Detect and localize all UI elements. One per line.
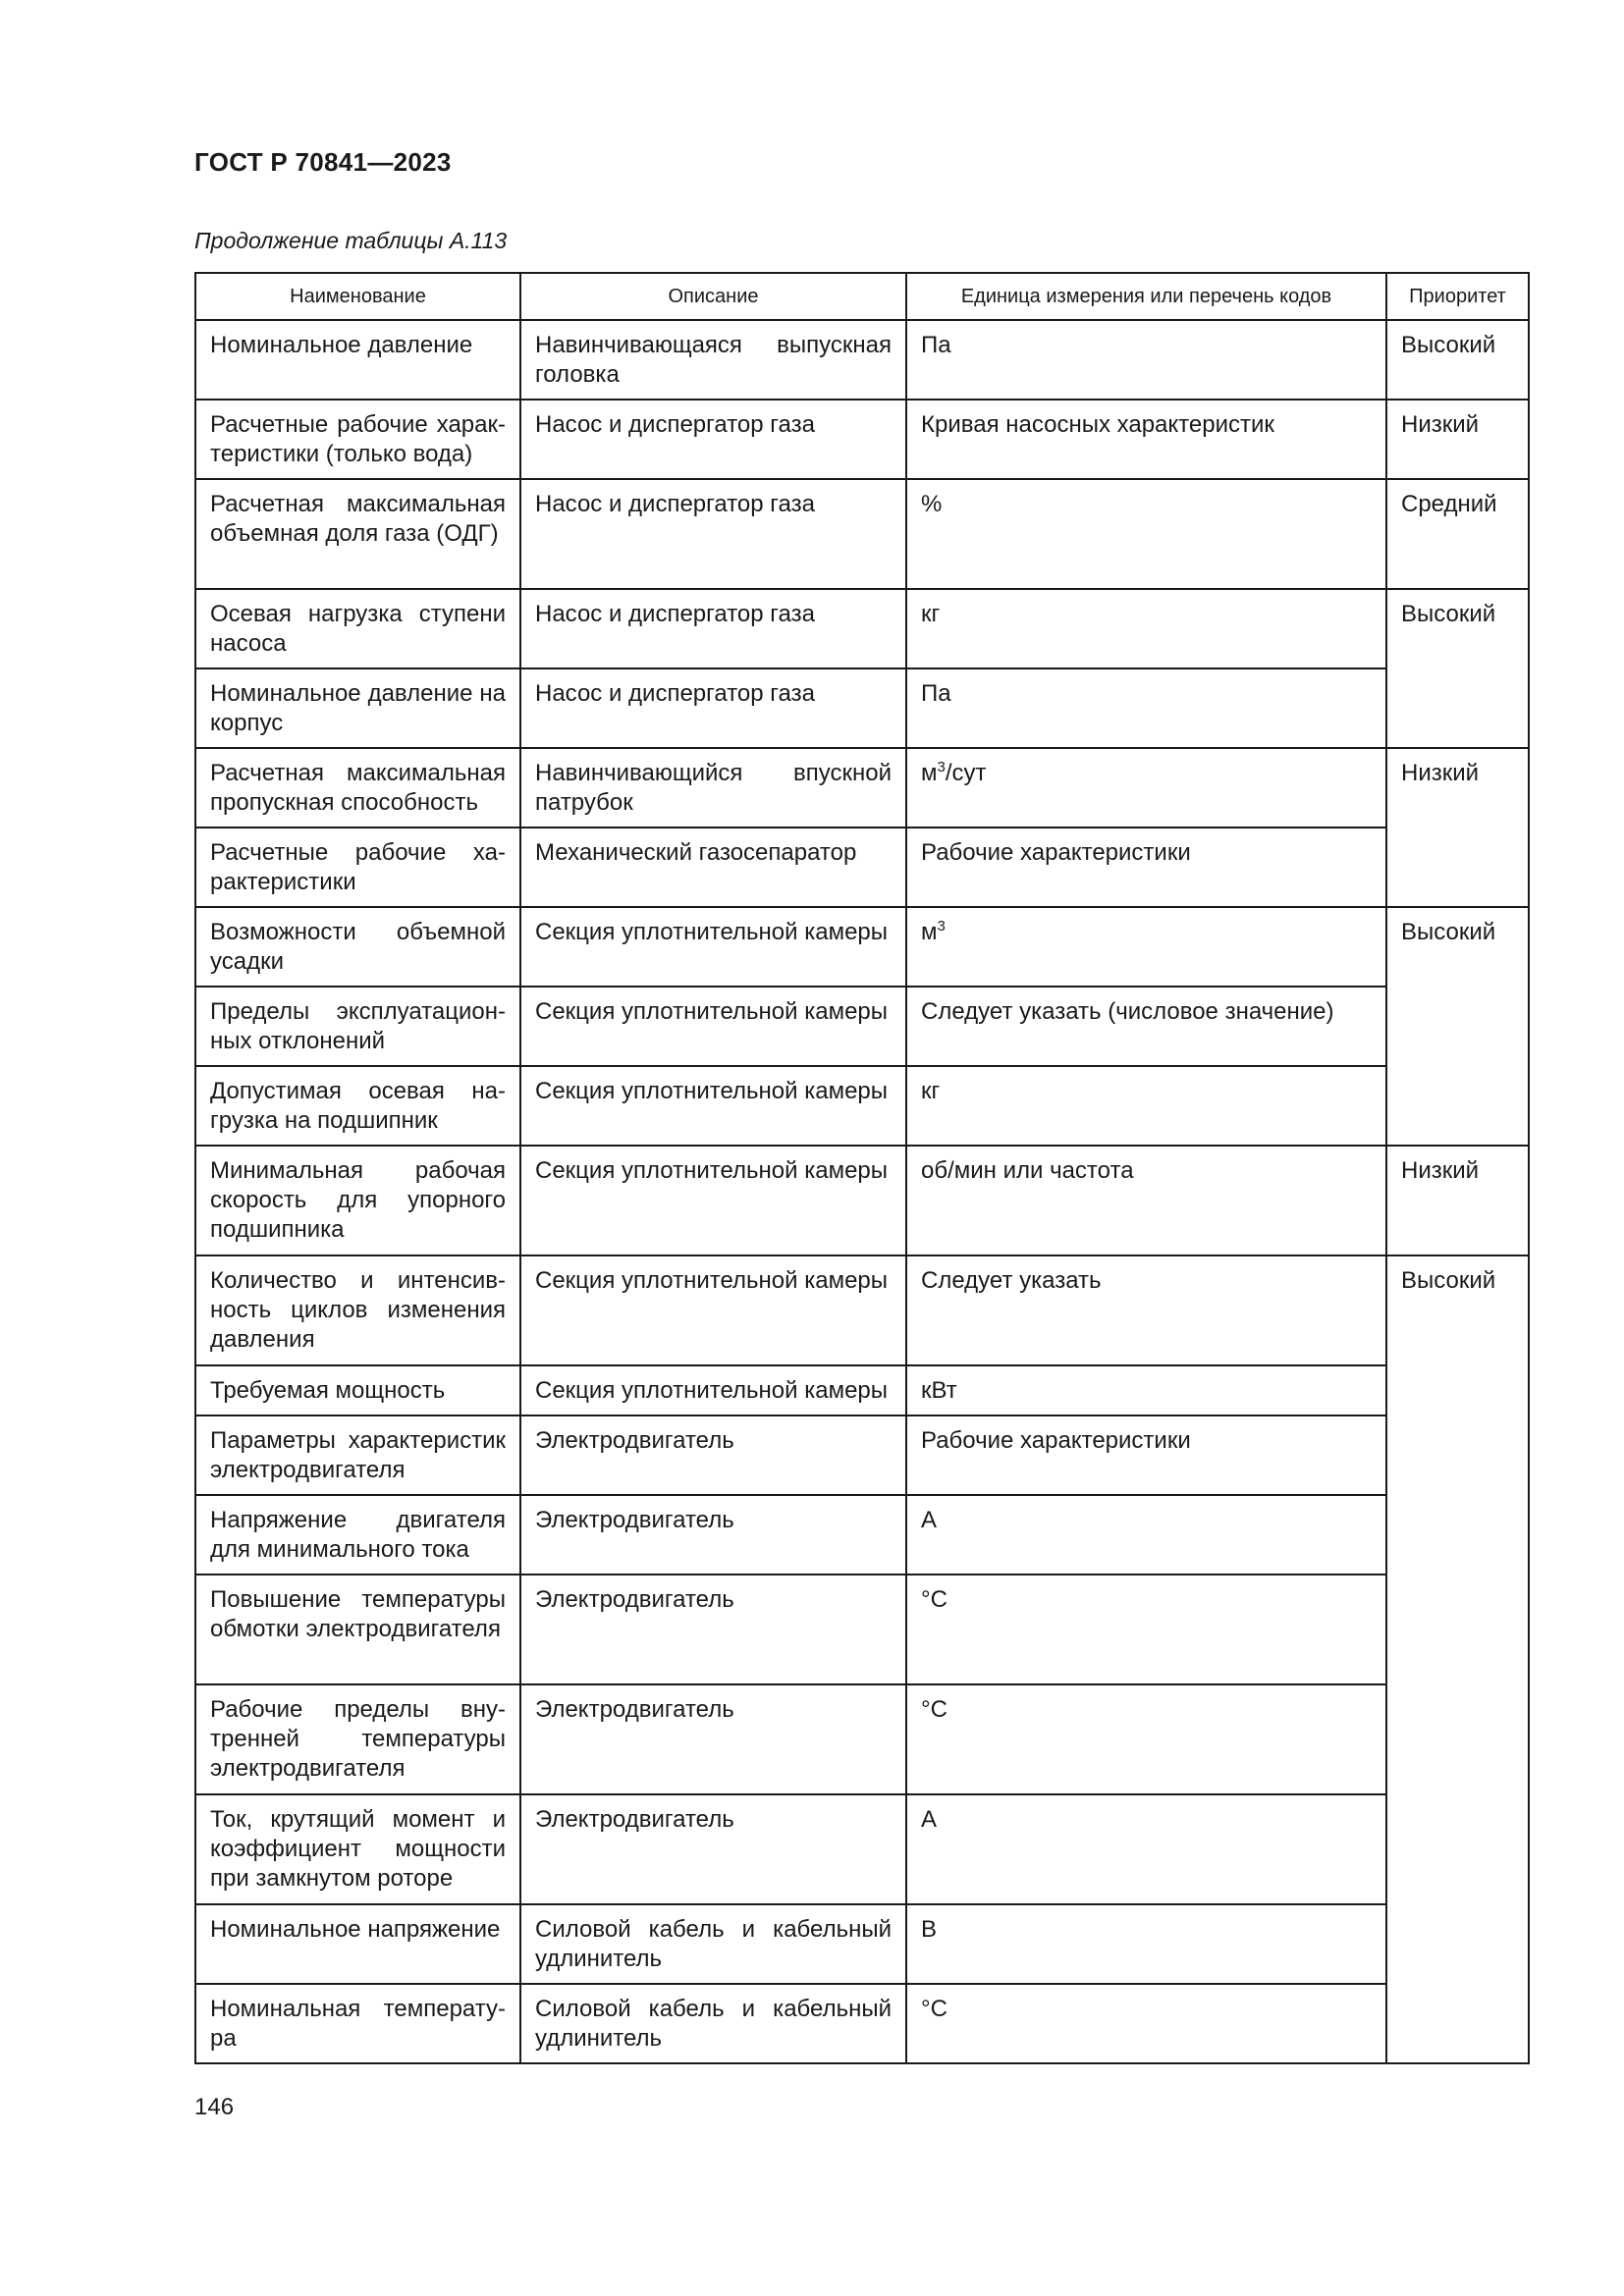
- cell-name: Возможности объемной усадки: [195, 907, 520, 987]
- cell-description: Секция уплотнительной камеры: [520, 987, 906, 1066]
- cell-unit: А: [906, 1794, 1386, 1904]
- cell-name: Расчетная максимальная пропускная способность: [195, 748, 520, 828]
- cell-priority: Низкий: [1386, 400, 1529, 479]
- cell-unit: об/мин или частота: [906, 1146, 1386, 1255]
- table-row: [195, 1684, 1529, 1794]
- cell-name: Номинальное давление: [195, 320, 520, 400]
- column-header-unit: Единица измерения или перечень кодов: [906, 273, 1386, 320]
- table-row: [195, 1255, 1529, 1365]
- table-row: [195, 1415, 1529, 1495]
- cell-description: Секция уплотнительной камеры: [520, 1365, 906, 1415]
- table-row: [195, 1146, 1529, 1255]
- table-row: [195, 1904, 1529, 1984]
- cell-name: Ток, крутящий момент и коэффициент мощности при замкнутом роторе: [195, 1794, 520, 1904]
- cell-name: Номинальное напряжение: [195, 1904, 520, 1984]
- cell-name: Рабочие пределы внутренней температуры электродвигателя: [195, 1684, 520, 1794]
- table-caption: Продолжение таблицы А.113: [194, 228, 508, 253]
- cell-description: Навинчивающийся впускной патрубок: [520, 748, 906, 828]
- cell-unit: А: [906, 1495, 1386, 1575]
- cell-name: Осевая нагрузка ступени насоса: [195, 589, 520, 668]
- cell-unit: $м^3$/сут: [906, 748, 1386, 828]
- cell-priority: Высокий: [1386, 907, 1529, 1146]
- cell-priority: Высокий: [1386, 1255, 1529, 2063]
- table-row: [195, 1066, 1529, 1146]
- cell-name: Расчетные рабочие характеристики: [195, 828, 520, 907]
- column-header-description: Описание: [520, 273, 906, 320]
- cell-name: Повышение температуры обмотки электродвигателя: [195, 1575, 520, 1684]
- cell-unit: Па: [906, 320, 1386, 400]
- cell-unit: Кривая насосных характеристик: [906, 400, 1386, 479]
- cell-unit: °С: [906, 1575, 1386, 1684]
- column-header-name: Наименование: [195, 273, 520, 320]
- cell-description: Электродвигатель: [520, 1415, 906, 1495]
- table-body: [195, 320, 1529, 2063]
- table-header: [195, 273, 1529, 320]
- table-row: [195, 1984, 1529, 2063]
- table-row: [195, 828, 1529, 907]
- cell-unit: Па: [906, 668, 1386, 748]
- cell-unit: Рабочие характеристики: [906, 1415, 1386, 1495]
- cell-description: Электродвигатель: [520, 1495, 906, 1575]
- cell-unit: Рабочие характеристики: [906, 828, 1386, 907]
- cell-description: Электродвигатель: [520, 1794, 906, 1904]
- table-row: [195, 668, 1529, 748]
- cell-unit: В: [906, 1904, 1386, 1984]
- cell-unit: Следует указать (числовое значение): [906, 987, 1386, 1066]
- document-header: ГОСТ Р 70841—2023: [194, 147, 452, 177]
- cell-description: Насос и диспергатор газа: [520, 668, 906, 748]
- cell-description: Секция уплотнительной камеры: [520, 1255, 906, 1365]
- table-row: [195, 589, 1529, 668]
- cell-description: Электродвигатель: [520, 1575, 906, 1684]
- table-row: [195, 1495, 1529, 1575]
- table-row: [195, 479, 1529, 589]
- cell-description: Механический газосепаратор: [520, 828, 906, 907]
- cell-unit: °С: [906, 1984, 1386, 2063]
- column-header-priority: Приоритет: [1386, 273, 1529, 320]
- cell-description: Насос и диспергатор газа: [520, 589, 906, 668]
- table-row: [195, 1794, 1529, 1904]
- table-row: [195, 748, 1529, 828]
- cell-unit: $м^3$: [906, 907, 1386, 987]
- cell-name: Количество и интенсивность циклов изменения давления: [195, 1255, 520, 1365]
- table-row: [195, 987, 1529, 1066]
- cell-description: Электродвигатель: [520, 1684, 906, 1794]
- cell-priority: Высокий: [1386, 320, 1529, 400]
- cell-description: Силовой кабель и кабельный удлинитель: [520, 1904, 906, 1984]
- cell-description: Секция уплотнительной камеры: [520, 1146, 906, 1255]
- cell-priority: Низкий: [1386, 1146, 1529, 1255]
- cell-unit: %: [906, 479, 1386, 589]
- cell-name: Расчетная максимальная объемная доля газа (ОДГ): [195, 479, 520, 589]
- cell-name: Требуемая мощность: [195, 1365, 520, 1415]
- cell-description: Секция уплотнительной камеры: [520, 907, 906, 987]
- cell-name: Пределы эксплуатационных отклонений: [195, 987, 520, 1066]
- cell-name: Номинальное давление на корпус: [195, 668, 520, 748]
- table-row: [195, 1575, 1529, 1684]
- cell-priority: Низкий: [1386, 748, 1529, 907]
- data-table: [194, 272, 1530, 2064]
- cell-description: Насос и диспергатор газа: [520, 479, 906, 589]
- cell-unit: Следует указать: [906, 1255, 1386, 1365]
- cell-unit: °С: [906, 1684, 1386, 1794]
- cell-name: Параметры характеристик электродвигателя: [195, 1415, 520, 1495]
- cell-unit: кг: [906, 1066, 1386, 1146]
- table-row: [195, 320, 1529, 400]
- table-row: [195, 400, 1529, 479]
- cell-name: Минимальная рабочая скорость для упорного подшипника: [195, 1146, 520, 1255]
- cell-description: Насос и диспергатор газа: [520, 400, 906, 479]
- cell-priority: Средний: [1386, 479, 1529, 589]
- table-row: [195, 907, 1529, 987]
- page-number: 146: [194, 2094, 235, 2120]
- cell-unit: кг: [906, 589, 1386, 668]
- cell-name: Расчетные рабочие характеристики (только вода): [195, 400, 520, 479]
- cell-description: Навинчивающаяся выпускная головка: [520, 320, 906, 400]
- cell-unit: кВт: [906, 1365, 1386, 1415]
- cell-description: Силовой кабель и кабельный удлинитель: [520, 1984, 906, 2063]
- table-row: [195, 1365, 1529, 1415]
- cell-description: Секция уплотнительной камеры: [520, 1066, 906, 1146]
- cell-name: Допустимая осевая нагрузка на подшипник: [195, 1066, 520, 1146]
- cell-name: Напряжение двигателя для минимального тока: [195, 1495, 520, 1575]
- cell-priority: Высокий: [1386, 589, 1529, 748]
- cell-name: Номинальная температура: [195, 1984, 520, 2063]
- header-row: [195, 273, 1529, 320]
